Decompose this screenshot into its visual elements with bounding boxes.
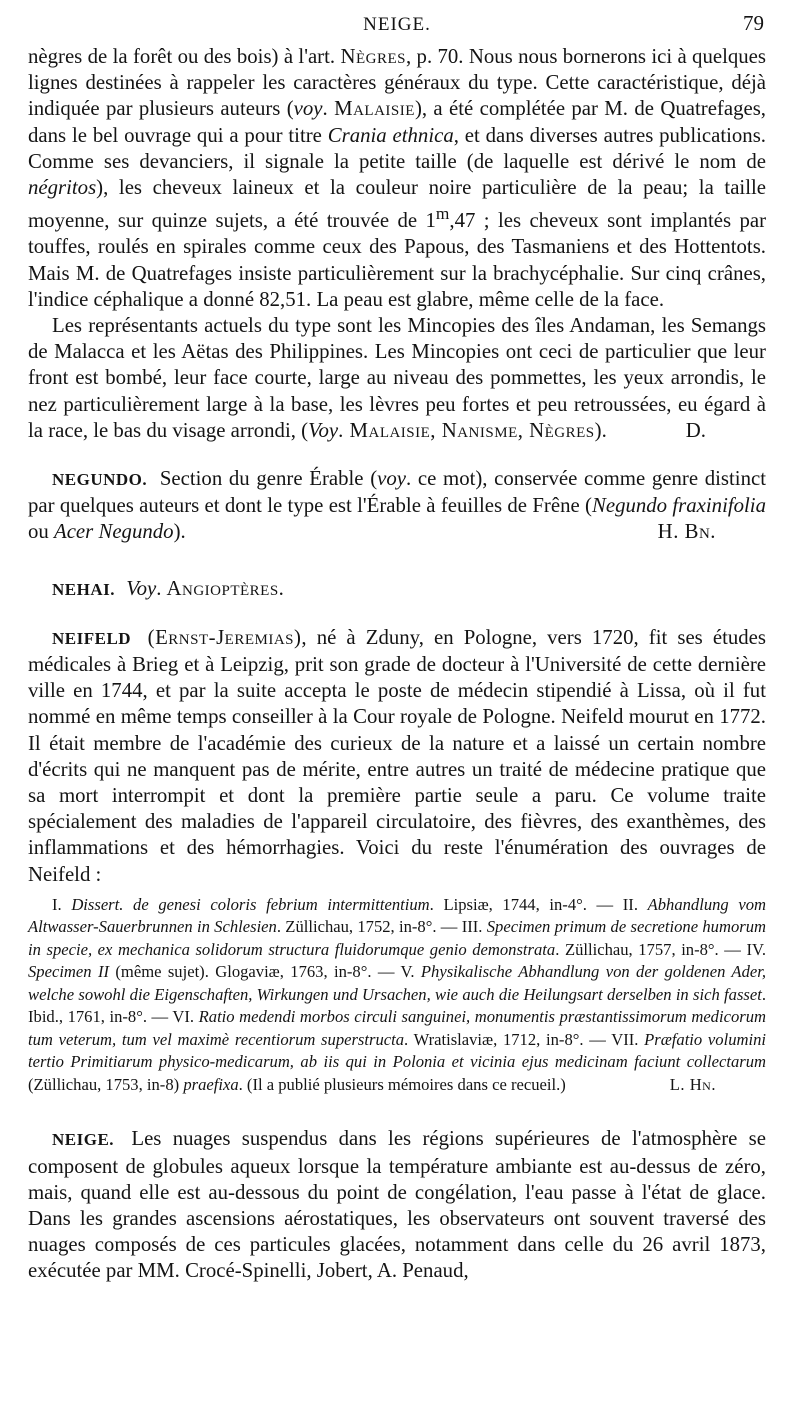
entry-nehai: NEHAI. Voy. Angioptères. bbox=[52, 576, 285, 600]
entry-neifeld: NEIFELD (Ernst-Jeremias), né à Zduny, en Pologne, vers 1720, fit ses études médicales à Brieg et à Leipzig, prit son grade de docteur à l'Université de cette dernière ville en 1744, et par la suite accepta le poste de médecin stipendié à Lissa, où il fut nommé en même temps conseiller à la Cour royale de Pologne. Neifeld mourut en 1772. Il était membre de l'académie des curieux de la nature et a laissé un certain nombre d'écrits qui ne manquent pas de mérite, entre autres un traité de médecine pratique que sa mort interrompit et dont la première partie seule a paru. Ce volume traite spécialement des maladies de l'appareil circulatoire, des fièvres, des exanthèmes, des inflammations et des hémorrhagies. Voici du reste l'énumération des ouvrages de Neifeld : bbox=[28, 625, 766, 886]
paragraph-negres-continued: nègres de la forêt ou des bois) à l'art. Nègres, p. 70. Nous nous bornerons ici à quelques lignes destinées à rappeler les caractères généraux du type. Cette caractéristique, déjà indiquée par plusieurs auteurs (voy. Malaisie), a été complétée par M. de Quatrefages, dans le bel ouvrage qui a pour titre Crania ethnica, et dans diverses autres publications. Comme ses devanciers, il signale la petite taille (de laquelle est dérivé le nom de négritos), les cheveux laineux et la couleur noire particulière de la peau; la taille moyenne, sur quinze sujets, a été trouvée de 1$^m$,47 ; les cheveux sont implantés par touffes, roulés en spirales comme ceux des Papous, des Tasmaniens et des Hottentots. Mais M. de Quatrefages insiste particulièrement sur la brachycéphalie. Sur cinq crânes, l'indice céphalique a donné 82,51. La peau est glabre, même celle de la face. bbox=[28, 45, 766, 311]
entry-headword-neige: NEIGE. bbox=[52, 1130, 115, 1150]
signature-d: D. bbox=[685, 418, 706, 442]
entry-headword-negundo: NEGUNDO. bbox=[52, 469, 148, 489]
page bbox=[28, 0, 766, 1285]
entry-headword-nehai: NEHAI. bbox=[52, 579, 115, 599]
running-header bbox=[28, 0, 766, 44]
entry-negundo: NEGUNDO. Section du genre Érable (voy. ce mot), conservée comme genre distinct par quelques auteurs et dont le type est l'Érable à feuilles de Frêne (Negundo fraxinifolia ou Acer Negundo). H. Bn. bbox=[28, 466, 766, 546]
bibliography-neifeld: I. Dissert. de genesi coloris febrium intermittentium. Lipsiæ, 1744, in-4°. — II. Abhandlung vom Altwasser-Sauerbrunnen in Schlesien. Züllichau, 1752, in-8°. — III. Specimen primum de secretione humorum in specie, ex mechanica solidorum structura fluidorumque genio demonstrata. Züllichau, 1757, in-8°. — IV. Specimen II (même sujet). Glogaviæ, 1763, in-8°. — V. Physikalische Abhandlung von der goldenen Ader, welche sowohl die Eigenschaften, Wirkungen und Ursachen, wie auch die Heilungsart derselben in sich fasset. Ibid., 1761, in-8°. — VI. Ratio medendi morbos circuli sanguinei, monumentis præstantissimorum medicorum tum veterum, tum vel maximè recentiorum superstructa. Wratislaviæ, 1712, in-8°. — VII. Præfatio volumini tertio Primitiarum physico-medicarum, ab iis qui in Polonia et vicinia ejus medicinam faciunt collectarum (Züllichau, 1753, in-8) praefixa. (Il a publié plusieurs mémoires dans ce recueil.) L. Hn. bbox=[28, 894, 766, 1097]
entry-headword-neifeld: NEIFELD bbox=[52, 628, 132, 648]
paragraph-representants: Les représentants actuels du type sont les Mincopies des îles Andaman, les Semangs de Malacca et les Aëtas des Philippines. Les Mincopies ont ceci de particulier que leur front est bombé, leur face courte, large au niveau des pommettes, les yeux arrondis, le nez particulièrement large à la base, les lèvres peu fortes et peu retroussées, eu égard à la race, le bas du visage arrondi, (Voy. Malaisie, Nanisme, Nègres). D. bbox=[28, 313, 766, 444]
signature-h-bn: H. Bn. bbox=[657, 520, 716, 544]
entry-neige: NEIGE. Les nuages suspendus dans les régions supérieures de l'atmosphère se composent de globules aqueux lorsque la température ambiante est au-dessus de zéro, mais, quand elle est au-dessous du point de congélation, l'eau passe à l'état de glace. Dans les grandes ascensions aérostatiques, les observateurs ont souvent traversé des nuages composés de ces particules glacées, notamment dans celle du 26 avril 1873, exécutée par MM. Crocé-Spinelli, Jobert, A. Penaud, bbox=[28, 1127, 766, 1283]
page-number: 79 bbox=[743, 11, 764, 35]
signature-l-hn: L. Hn. bbox=[669, 1074, 716, 1094]
header-title: NEIGE. bbox=[363, 14, 431, 35]
